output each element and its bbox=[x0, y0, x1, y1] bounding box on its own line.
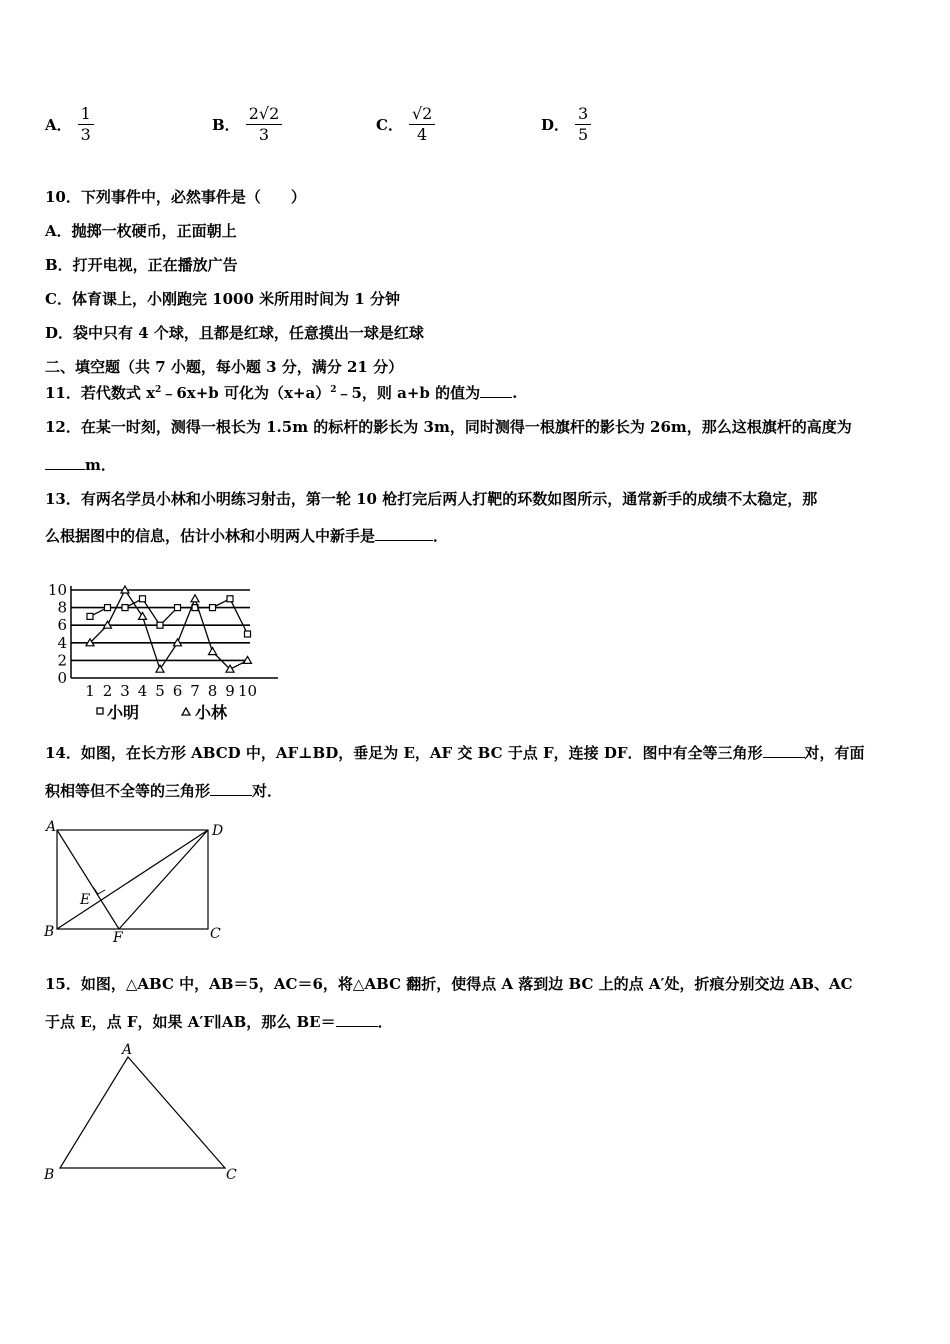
y-tick-label: 0 bbox=[57, 669, 67, 687]
legend-xiaolin: 小林 bbox=[195, 703, 228, 722]
chart-series bbox=[86, 586, 252, 672]
x-tick-label: 10 bbox=[237, 682, 258, 700]
label-b: B bbox=[44, 1167, 55, 1183]
x-tick-label: 3 bbox=[120, 682, 130, 700]
q10-stem: 10．下列事件中，必然事件是（ ） bbox=[45, 188, 306, 206]
q11-text-3: ﹣5，则 a+b 的值为 bbox=[336, 384, 481, 402]
q9-option-d bbox=[541, 104, 591, 145]
q10-option-a: A．抛掷一枚硬币，正面朝上 bbox=[45, 222, 237, 240]
q11-text-end: . bbox=[512, 384, 518, 402]
chart-x-ticks bbox=[85, 682, 257, 700]
rectangle-abcd-figure bbox=[40, 818, 230, 946]
q14-text-2: 对，有面 bbox=[804, 744, 865, 762]
answer-blank bbox=[763, 743, 805, 758]
series-line-xiaoming bbox=[90, 599, 248, 634]
x-tick-label: 8 bbox=[207, 682, 218, 700]
x-tick-label: 7 bbox=[190, 682, 200, 700]
data-point-triangle bbox=[191, 595, 199, 602]
label-b: B bbox=[44, 924, 55, 940]
label-d: D bbox=[212, 823, 224, 839]
q14-text-3: 积相等但不全等的三角形 bbox=[45, 782, 211, 800]
q12-line-2 bbox=[45, 454, 116, 475]
legend-square-marker bbox=[97, 708, 103, 714]
denominator: 3 bbox=[80, 125, 91, 144]
segment-af bbox=[57, 830, 119, 929]
q11-text-1: 11．若代数式 x bbox=[45, 384, 156, 402]
section-heading: 二、填空题（共 7 小题，每小题 3 分，满分 21 分） bbox=[45, 358, 404, 376]
data-point-square bbox=[157, 622, 163, 628]
data-point-square bbox=[175, 605, 181, 611]
x-tick-label: 9 bbox=[225, 682, 235, 700]
q14-text-4: 对． bbox=[252, 782, 283, 800]
q13-text: 么根据图中的信息，估计小林和小明两人中新手是 bbox=[45, 527, 376, 545]
data-point-square bbox=[210, 605, 216, 611]
q11-exponent-1: 2 bbox=[155, 385, 162, 395]
x-tick-label: 1 bbox=[85, 682, 95, 700]
label-a: A bbox=[46, 819, 57, 835]
numerator: 3 bbox=[575, 104, 591, 125]
denominator: 4 bbox=[417, 125, 428, 144]
q13-line-2 bbox=[45, 525, 448, 546]
q14-line-2 bbox=[45, 780, 282, 801]
label-c: C bbox=[226, 1167, 237, 1183]
x-tick-label: 2 bbox=[102, 682, 113, 700]
fraction bbox=[575, 104, 591, 145]
triangle-abc-figure bbox=[40, 1040, 250, 1188]
label-a: A bbox=[122, 1042, 133, 1058]
fraction bbox=[409, 104, 435, 145]
q9-option-b bbox=[212, 104, 282, 145]
legend-triangle-marker bbox=[182, 708, 190, 715]
answer-blank bbox=[210, 781, 252, 796]
q11-text-2: ﹣6x+b 可化为（x+a） bbox=[161, 384, 331, 402]
y-tick-label: 6 bbox=[57, 616, 67, 635]
data-point-square bbox=[227, 596, 233, 602]
shooting-score-chart bbox=[45, 560, 285, 726]
q15-line-2 bbox=[45, 1011, 393, 1032]
q12-unit: m． bbox=[85, 456, 116, 474]
legend-xiaoming: 小明 bbox=[107, 703, 140, 722]
answer-blank bbox=[375, 526, 433, 541]
chart-y-ticks bbox=[48, 581, 67, 687]
data-point-triangle bbox=[156, 665, 164, 672]
y-tick-label: 8 bbox=[57, 598, 67, 617]
option-label: A． bbox=[45, 116, 72, 134]
numerator: 1 bbox=[78, 104, 94, 125]
q10-option-c: C．体育课上，小刚跑完 1000 米所用时间为 1 分钟 bbox=[45, 290, 401, 308]
answer-blank bbox=[336, 1012, 378, 1027]
denominator: 3 bbox=[258, 125, 270, 144]
option-label: C． bbox=[376, 116, 403, 134]
denominator: 5 bbox=[578, 125, 589, 144]
chart-legend bbox=[97, 703, 228, 722]
fraction bbox=[246, 104, 283, 145]
fraction bbox=[78, 104, 94, 145]
q13-line-1: 13．有两名学员小林和小明练习射击，第一轮 10 枪打完后两人打靶的环数如图所示，通常新手的成绩不太稳定，那 bbox=[45, 490, 818, 508]
y-tick-label: 2 bbox=[57, 651, 67, 670]
q14-line-1 bbox=[45, 742, 865, 763]
q13-end: ． bbox=[433, 527, 449, 545]
q10-option-b: B．打开电视，正在播放广告 bbox=[45, 256, 238, 274]
answer-blank bbox=[45, 455, 85, 470]
y-tick-label: 4 bbox=[57, 633, 67, 652]
q15-text: 于点 E，点 F，如果 A′F∥AB，那么 BE＝ bbox=[45, 1013, 336, 1031]
data-point-triangle bbox=[209, 648, 217, 655]
data-point-square bbox=[122, 605, 128, 611]
answer-blank bbox=[480, 383, 512, 398]
q15-end: ． bbox=[377, 1013, 393, 1031]
numerator: √2 bbox=[409, 104, 435, 125]
label-e: E bbox=[80, 892, 91, 908]
data-point-triangle bbox=[139, 612, 147, 619]
data-point-square bbox=[140, 596, 146, 602]
data-point-square bbox=[87, 613, 93, 619]
y-tick-label: 10 bbox=[47, 581, 67, 599]
x-tick-label: 4 bbox=[137, 682, 148, 700]
q10-option-d: D．袋中只有 4 个球，且都是红球，任意摸出一球是红球 bbox=[45, 324, 424, 342]
q11-exponent-2: 2 bbox=[330, 385, 337, 395]
label-c: C bbox=[210, 926, 221, 942]
q11 bbox=[45, 382, 517, 403]
q14-text-1: 14．如图，在长方形 ABCD 中，AF⊥BD，垂足为 E，AF 交 BC 于点 F，连接 DF．图中有全等三角形 bbox=[45, 744, 763, 762]
label-f: F bbox=[113, 930, 123, 946]
q15-line-1: 15．如图，△ABC 中，AB＝5，AC＝6，将△ABC 翻折，使得点 A 落到边 BC 上的点 A′处，折痕分别交边 AB、AC bbox=[45, 975, 853, 993]
x-tick-label: 5 bbox=[155, 682, 165, 700]
x-tick-label: 6 bbox=[172, 682, 183, 700]
q9-option-c bbox=[376, 104, 435, 145]
triangle-abc bbox=[60, 1057, 225, 1168]
option-label: D． bbox=[541, 116, 570, 134]
numerator: 2√2 bbox=[246, 104, 283, 125]
option-label: B． bbox=[212, 116, 240, 134]
q12-line-1: 12．在某一时刻，测得一根长为 1.5m 的标杆的影长为 3m，同时测得一根旗杆的影长为 26m，那么这根旗杆的高度为 bbox=[45, 418, 852, 436]
data-point-square bbox=[245, 631, 251, 637]
q9-option-a bbox=[45, 104, 94, 145]
data-point-square bbox=[105, 605, 111, 611]
